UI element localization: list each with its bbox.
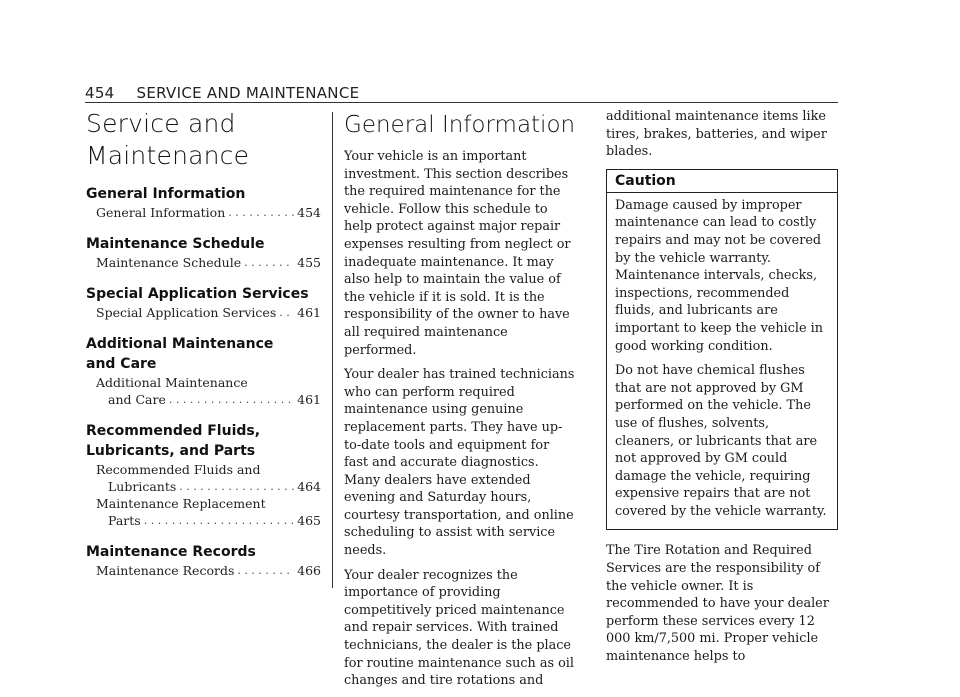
toc-entry-page: 454 (297, 205, 321, 220)
toc-entry-replacement-parts[interactable] (86, 495, 321, 529)
toc-entry-label: Maintenance Records (96, 563, 235, 578)
page-number: 454 (85, 84, 115, 102)
toc-heading (86, 421, 321, 461)
toc-section-general (86, 184, 321, 221)
body-paragraph: The Tire Rotation and Required Services are the responsibility of the vehicle owner. It is recommended to have your dealer perform these services every 12 000 km/7,500 mi. Proper vehicle maintenance helps to (606, 543, 829, 665)
toc-section-schedule (86, 234, 321, 271)
page-header (85, 84, 838, 104)
toc-leader-dots (244, 254, 294, 271)
toc-entry-label: Lubricants (108, 479, 177, 494)
caution-title: Caution (607, 170, 837, 193)
toc-leader-dots (179, 478, 294, 495)
toc-entry-label: Maintenance Replacement (96, 496, 266, 511)
toc-section-additional (86, 334, 321, 408)
toc-leader-dots (228, 204, 294, 221)
toc-entry-page: 465 (297, 513, 321, 528)
toc-leader-dots (169, 391, 294, 408)
header-section-title: SERVICE AND MAINTENANCE (136, 84, 360, 102)
toc-entry-page: 461 (297, 392, 321, 407)
toc-entry-label: Special Application Services (96, 305, 277, 320)
caution-paragraph: Damage caused by improper maintenance can lead to costly repairs and may not be covered by the vehicle warranty. Maintenance intervals, checks, inspections, recommended fluids, and lubricants are important to keep the vehicle in good working condition. (615, 197, 823, 354)
toc-entry-label: General Information (96, 205, 226, 220)
toc-section-records (86, 542, 321, 579)
toc-entry-label: Parts (108, 513, 141, 528)
toc-entry-label: and Care (108, 392, 166, 407)
toc-leader-dots (237, 562, 294, 579)
toc-heading: Maintenance Schedule (86, 236, 265, 252)
toc-heading-line: Recommended Fluids, (86, 423, 261, 439)
toc-section-special (86, 284, 321, 321)
toc-entry-label: Maintenance Schedule (96, 255, 242, 270)
toc-entry-maintenance-schedule[interactable] (86, 254, 321, 271)
body-paragraph: Your dealer recognizes the importance of providing competitively priced maintenance and repair services. With trained technicians, the dealer is the place for routine maintenance such as oil changes and tire rotations and (344, 567, 574, 689)
toc-column (86, 108, 321, 592)
toc-heading-line: Additional Maintenance (86, 336, 274, 352)
body-paragraph: Your dealer has trained technicians who can perform required maintenance using genuine replacement parts. They have up-to-date tools and equipment for fast and accurate diagnostics. Many dealers have extended evening and Saturday hours, courtesy transportation, and online scheduling to assist with service needs. (344, 367, 575, 559)
toc-heading-line: and Care (86, 356, 157, 372)
toc-heading: Special Application Services (86, 286, 309, 302)
column-divider (332, 112, 333, 588)
toc-entry-special-application-services[interactable] (86, 304, 321, 321)
toc-entry-page: 461 (297, 305, 321, 320)
toc-entry-recommended-fluids[interactable] (86, 461, 321, 495)
toc-heading: General Information (86, 186, 246, 202)
third-column (606, 108, 838, 673)
body-paragraph: Your vehicle is an important investment. This section describes the required maintenance for the vehicle. Follow this schedule to help protect against major repair expenses resulting from neglect or inadequate maintenance. It may also help to maintain the value of the vehicle if it is sold. It is the responsibility of the owner to have all required maintenance performed. (344, 149, 571, 358)
toc-entry-page: 455 (297, 255, 321, 270)
toc-leader-dots (279, 304, 294, 321)
chapter-title-line1: Service and (86, 109, 236, 138)
toc-heading (86, 334, 321, 374)
toc-leader-dots (144, 512, 294, 529)
toc-entry-page: 466 (297, 563, 321, 578)
toc-entry-label: Additional Maintenance (96, 375, 248, 390)
toc-entry-general-information[interactable] (86, 204, 321, 221)
toc-entry-additional-maintenance[interactable] (86, 374, 321, 408)
chapter-title-line2: Maintenance (86, 141, 250, 170)
toc-entry-page: 464 (297, 479, 321, 494)
body-paragraph: additional maintenance items like tires, brakes, batteries, and wiper blades. (606, 109, 827, 160)
toc-heading: Maintenance Records (86, 544, 256, 560)
toc-heading-line: Lubricants, and Parts (86, 443, 256, 459)
toc-entry-maintenance-records[interactable] (86, 562, 321, 579)
chapter-title (86, 108, 321, 172)
caution-paragraph: Do not have chemical flushes that are not approved by GM performed on the vehicle. The use of flushes, solvents, cleaners, or lubricants that are not approved by GM could damage the vehicle, requiring expensive repairs that are not covered by the vehicle warranty. (615, 363, 827, 519)
header-rule (85, 102, 838, 103)
general-info-column (344, 108, 577, 697)
section-title: General Information (344, 112, 576, 138)
toc-entry-label: Recommended Fluids and (96, 462, 261, 477)
toc-section-fluids (86, 421, 321, 529)
caution-box (606, 169, 838, 531)
caution-body (607, 193, 837, 530)
